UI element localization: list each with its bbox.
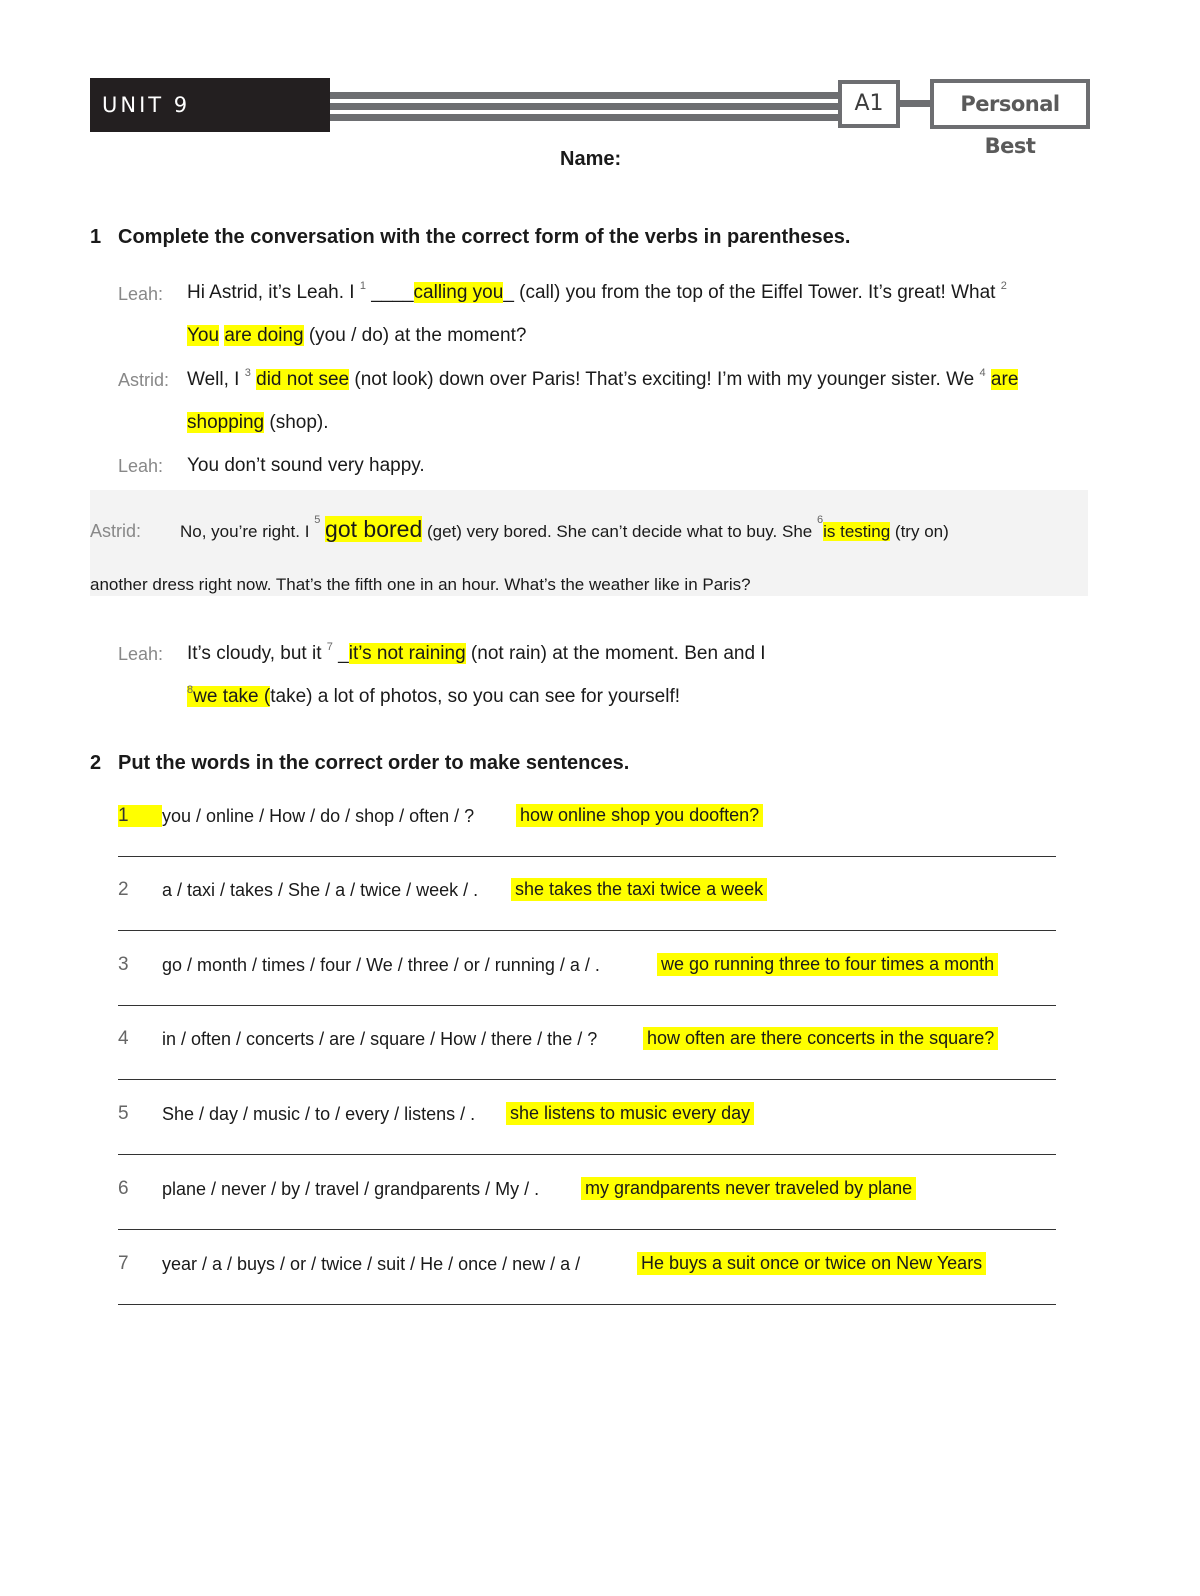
dialogue-text: It’s cloudy, but it [187, 643, 322, 664]
answer-field[interactable]: she takes the taxi twice a week [511, 878, 767, 901]
speaker-label: Astrid: [90, 521, 142, 541]
dialogue-text: (shop). [269, 412, 329, 433]
dialogue-text: Well, I [187, 369, 240, 390]
unit-title: UNIT 9 GRAMMAR [90, 78, 330, 132]
answer-line [118, 1229, 1056, 1230]
dialogue-text: (try on) [894, 522, 949, 541]
section2-heading [90, 752, 629, 775]
dialogue-line-6 [180, 516, 949, 543]
answer-line [118, 1005, 1056, 1006]
dialogue-text: No, you’re right. I [180, 522, 310, 541]
item-number: 6 [118, 1178, 129, 1199]
dialogue-line-9 [187, 686, 680, 708]
speaker-label: Astrid: [118, 370, 170, 390]
dialogue-text: Hi Astrid, it’s Leah. I [187, 282, 355, 303]
blank-number: 6 [816, 514, 824, 526]
speaker-label: Leah: [118, 284, 164, 304]
level-badge: A1 [838, 80, 900, 128]
answer-blank-1[interactable]: calling you [413, 282, 504, 303]
dialogue-text: (get) very bored. She can’t decide what to buy. She [426, 522, 813, 541]
answer-field[interactable]: how online shop you dooften? [516, 804, 763, 827]
item-prompt: you / online / How / do / shop / often / ? [162, 806, 475, 826]
dialogue-line-4 [187, 412, 329, 434]
answer-line [118, 1079, 1056, 1080]
answer-blank-3[interactable]: did not see [256, 369, 350, 390]
answer-line [118, 930, 1056, 931]
item-prompt: a / taxi / takes / She / a / twice / week / . [162, 880, 479, 900]
brand-logo: Personal Best [930, 79, 1090, 129]
answer-blank-8[interactable] [187, 686, 270, 707]
answer-line [118, 856, 1056, 857]
dialogue-text: _ (call) you from the top of the Eiffel Tower. It’s great! What [503, 282, 996, 303]
item-prompt: She / day / music / to / every / listens / . [162, 1104, 476, 1124]
header-rule-bottom [330, 114, 840, 121]
header-rule-connector [900, 100, 932, 107]
answer-blank-6[interactable]: is testing [823, 522, 891, 541]
header-rule-middle [330, 103, 840, 110]
section1-instruction: Complete the conversation with the correct form of the verbs in parentheses. [118, 226, 851, 248]
dialogue-text: take) a lot of photos, so you can see for yourself! [270, 686, 680, 707]
item-number: 2 [118, 879, 129, 900]
item-number: 7 [118, 1253, 129, 1274]
section1-number: 1 [90, 226, 102, 248]
item-prompt: in / often / concerts / are / square / How / there / the / ? [162, 1029, 598, 1049]
answer-text: we take ( [193, 686, 271, 707]
answer-blank-4b[interactable]: shopping [187, 412, 265, 433]
name-label: Name: [560, 148, 622, 170]
dialogue-line-7: another dress right now. That’s the fifth one in an hour. What’s the weather like in Paris? [90, 575, 751, 594]
answer-blank-2a[interactable]: You [187, 325, 220, 346]
dialogue-text: (you / do) at the moment? [308, 325, 527, 346]
answer-field[interactable]: He buys a suit once or twice on New Years [637, 1252, 986, 1275]
item-prompt: go / month / times / four / We / three / or / running / a / . [162, 955, 600, 975]
answer-line [118, 1304, 1056, 1305]
item-number: 1 [118, 805, 162, 827]
section1-heading [90, 226, 850, 249]
blank-number: 8 [187, 684, 194, 696]
blank-number: 2 [1000, 280, 1007, 292]
item-prompt: plane / never / by / travel / grandparents / My / . [162, 1179, 540, 1199]
blank-number: 1 [359, 280, 366, 292]
blank-number: 4 [979, 367, 986, 379]
blank-number: 5 [314, 514, 321, 526]
dialogue-line-1 [187, 282, 1007, 304]
dialogue-text: (not rain) at the moment. Ben and I [470, 643, 766, 664]
answer-field[interactable]: we go running three to four times a month [657, 953, 998, 976]
header-rule-top [330, 92, 840, 99]
answer-blank-5[interactable]: got bored [325, 516, 423, 542]
section2-instruction: Put the words in the correct order to make sentences. [118, 752, 630, 774]
section2-number: 2 [90, 752, 102, 774]
speaker-label: Leah: [118, 456, 164, 476]
dialogue-line-8 [187, 643, 766, 665]
dialogue-line-5: You don’t sound very happy. [187, 455, 425, 476]
answer-blank-4a[interactable]: are [990, 369, 1019, 390]
answer-line [118, 1154, 1056, 1155]
blank-number: 3 [244, 367, 251, 379]
answer-field[interactable]: my grandparents never traveled by plane [581, 1177, 916, 1200]
item-number: 3 [118, 954, 129, 975]
blank-underscore: ____ [371, 282, 414, 303]
speaker-label: Leah: [118, 644, 164, 664]
dialogue-line-2 [187, 325, 526, 347]
dialogue-text: (not look) down over Paris! That’s exciting! I’m with my younger sister. We [354, 369, 975, 390]
dialogue-line-3 [187, 369, 1018, 391]
item-prompt: year / a / buys / or / twice / suit / He / once / new / a / [162, 1254, 581, 1274]
item-number: 4 [118, 1028, 129, 1049]
answer-field[interactable]: how often are there concerts in the square? [643, 1027, 998, 1050]
blank-number: 7 [326, 641, 333, 653]
answer-blank-2b[interactable]: are doing [224, 325, 304, 346]
answer-field[interactable]: she listens to music every day [506, 1102, 754, 1125]
blank-underscore: _ [338, 643, 349, 664]
item-number: 5 [118, 1103, 129, 1124]
answer-blank-7[interactable]: it’s not raining [348, 643, 466, 664]
